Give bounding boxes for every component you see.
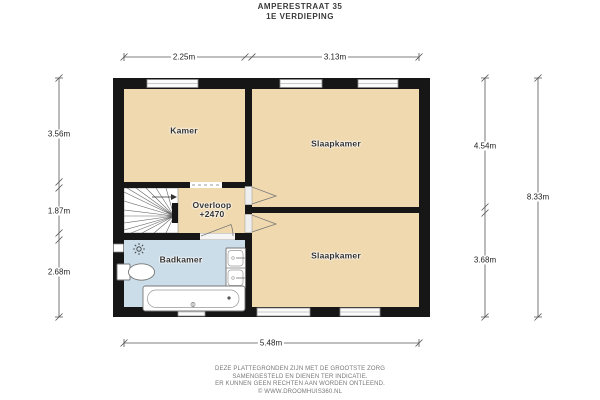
dimension-line-right-inner: [481, 75, 489, 321]
disclaimer-line: DEZE PLATTEGRONDEN ZIJN MET DE GROOTSTE ZORG: [214, 366, 386, 372]
wall-right: [419, 78, 430, 317]
overloop-level: +2470: [199, 209, 225, 219]
bathtub-icon: [143, 286, 245, 311]
floor-areas: [124, 89, 419, 307]
dimension-label-left-kamer: 3.56m: [47, 129, 71, 139]
washbasin-icon: [226, 248, 246, 288]
dimension-label-right-bottom: 3.68m: [473, 255, 497, 265]
window-icon: [147, 80, 198, 88]
dimension-label-left-overloop: 1.87m: [47, 206, 71, 216]
window-icon: [257, 308, 310, 316]
title-floor: 1E VERDIEPING: [266, 12, 334, 21]
wall-badkamer-left: [124, 233, 200, 240]
overloop-name: Overloop: [192, 200, 232, 210]
toilet-icon: [117, 264, 155, 280]
window-icon: [280, 80, 322, 88]
page-title: [0, 2, 600, 22]
room-label-slaapkamer-top: Slaapkamer: [311, 138, 361, 149]
window-icon: [358, 80, 398, 88]
dimension-label-right-top: 4.54m: [473, 141, 497, 151]
room-label-overloop: [193, 201, 232, 219]
dimension-line-left: [55, 75, 63, 321]
dimension-line-top: [121, 53, 423, 61]
dimension-label-right-total: 8.33m: [526, 192, 550, 202]
door-opening-kamer: [190, 182, 222, 188]
title-address: AMPERESTRAAT 35: [257, 2, 343, 11]
wall-vertical-lower: [245, 233, 252, 307]
stairwell-area: [124, 188, 178, 233]
disclaimer-line: SAMENGESTELD EN DIENEN TER INDICATIE.: [232, 373, 368, 380]
room-label-kamer: Kamer: [170, 125, 198, 136]
disclaimer-line: ER KUNNEN GEEN RECHTEN AAN WORDEN ONTLEEND.: [215, 381, 385, 387]
disclaimer-line: © WWW.DROOMHUIS360.NL: [257, 388, 343, 395]
wall-badkamer-right: [235, 233, 252, 240]
dimension-label-top-slaapkamer: 3.13m: [323, 52, 347, 62]
wall-vent-icon: [114, 244, 124, 252]
dimension-label-left-badkamer: 2.68m: [47, 267, 71, 277]
dimension-label-bottom-total: 5.48m: [259, 338, 283, 348]
wall-kamer-left: [124, 182, 190, 188]
room-label-badkamer: Badkamer: [159, 254, 203, 265]
stair-post: [172, 203, 178, 223]
wall-left: [113, 78, 124, 317]
window-icon: [340, 308, 380, 316]
dimension-label-top-kamer: 2.25m: [172, 52, 196, 62]
wall-vertical-upper: [245, 89, 252, 186]
room-label-slaapkamer-bottom: Slaapkamer: [311, 250, 361, 261]
wall-between-bedrooms: [245, 207, 419, 213]
disclaimer: [0, 366, 600, 396]
